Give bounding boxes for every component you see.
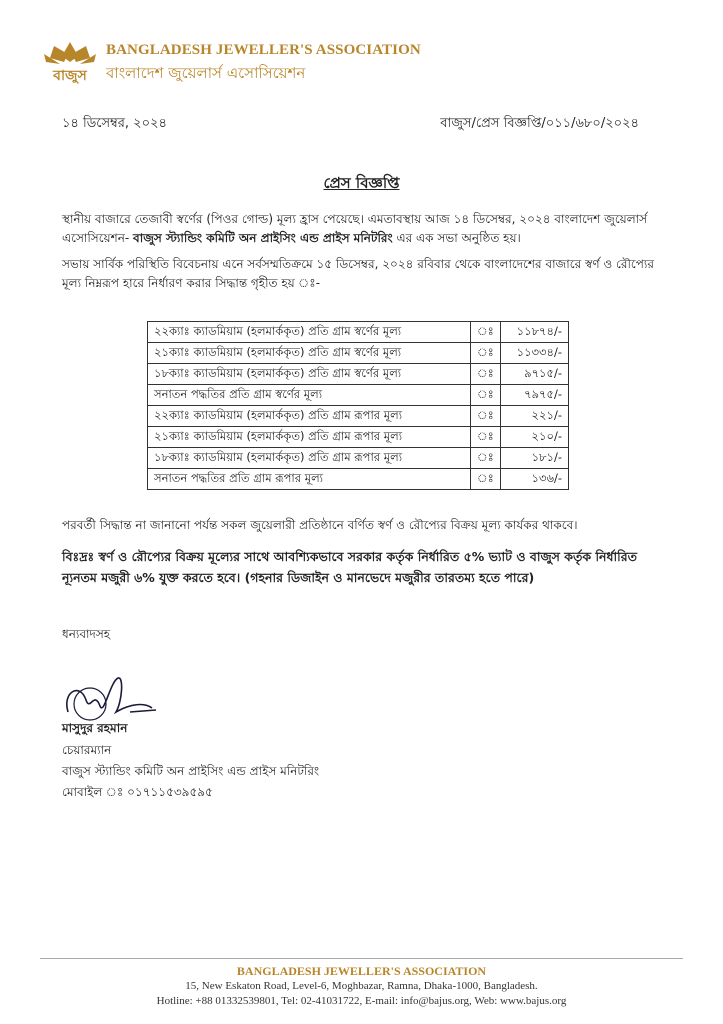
price-value: ২১০/-	[500, 427, 568, 448]
price-label: ২১ক্যাঃ ক্যাডমিয়াম (হলমার্ককৃত) প্রতি গ্রাম স্বর্ণের মূল্য	[148, 343, 471, 364]
price-label: ২১ক্যাঃ ক্যাডমিয়াম (হলমার্ককৃত) প্রতি গ্রাম রূপার মূল্য	[148, 427, 471, 448]
footer-contact: Hotline: +88 01332539801, Tel: 02-41031722, E-mail: info@bajus.org, Web: www.bajus.org	[156, 995, 567, 1007]
price-colon: ঃ	[470, 385, 500, 406]
table-row	[148, 343, 569, 364]
title-text: প্রেস বিজ্ঞপ্তি	[323, 174, 400, 192]
price-colon: ঃ	[470, 322, 500, 343]
bajus-logo-icon	[40, 38, 100, 84]
price-colon: ঃ	[470, 364, 500, 385]
price-table	[147, 321, 569, 490]
price-value: ১১৩৩৪/-	[500, 343, 568, 364]
table-row	[148, 448, 569, 469]
validity-paragraph: পরবর্তী সিদ্ধান্ত না জানানো পর্যন্ত সকল জুয়েলারী প্রতিষ্ঠানে বর্ণিত স্বর্ণ ও রৌপ্যের বিক্রয় মূল্য কার্যকর থাকবে।	[62, 518, 578, 532]
reference-number: বাজুস/প্রেস বিজ্ঞপ্তি/০১১/৬৮০/২০২৪	[440, 116, 639, 131]
price-value: ১১৮৭৪/-	[500, 322, 568, 343]
release-date: ১৪ ডিসেম্বর, ২০২৪	[62, 116, 167, 131]
price-label: ১৮ক্যাঃ ক্যাডমিয়াম (হলমার্ককৃত) প্রতি গ্রাম স্বর্ণের মূল্য	[148, 364, 471, 385]
footer-divider	[40, 958, 683, 959]
price-colon: ঃ	[470, 448, 500, 469]
footer-address: 15, New Eskaton Road, Level-6, Moghbazar, Ramna, Dhaka-1000, Bangladesh.	[185, 980, 538, 992]
table-row	[148, 322, 569, 343]
price-value: ১৩৬/-	[500, 469, 568, 490]
logo-text: বাজুস	[53, 68, 87, 84]
signatory-mobile: মোবাইল ঃ ০১৭১১৫৩৯৫৯৫	[62, 785, 213, 799]
page-title	[0, 172, 723, 197]
intro-text-2: এর এক সভা অনুষ্ঠিত হয়।	[392, 231, 521, 245]
signatory-designation: চেয়ারম্যান	[62, 743, 112, 757]
price-colon: ঃ	[470, 343, 500, 364]
org-name-bengali: বাংলাদেশ জুয়েলার্স এসোসিয়েশন	[106, 64, 306, 82]
table-row	[148, 364, 569, 385]
closing-thanks: ধন্যবাদসহ	[62, 627, 111, 641]
table-row	[148, 406, 569, 427]
price-colon: ঃ	[470, 469, 500, 490]
decision-paragraph: সভায় সার্বিক পরিস্থিতি বিবেচনায় এনে সর্বসম্মতিক্রমে ১৫ ডিসেম্বর, ২০২৪ রবিবার থেকে বাংলাদেশের বাজারে স্বর্ণ ও রৌপ্যের মূল্য নিম্নরূপ হারে নির্ধারণ করার সিদ্ধান্ত গৃহীত হয় ঃ-	[62, 257, 654, 290]
committee-name: বাজুস স্ট্যান্ডিং কমিটি অন প্রাইসিং এন্ড প্রাইস মনিটরিং	[133, 231, 393, 245]
letterhead	[40, 38, 421, 84]
table-row	[148, 385, 569, 406]
price-label: ২২ক্যাঃ ক্যাডমিয়াম (হলমার্ককৃত) প্রতি গ্রাম রূপার মূল্য	[148, 406, 471, 427]
org-name-english: BANGLADESH JEWELLER'S ASSOCIATION	[106, 42, 421, 58]
price-value: ৯৭১৫/-	[500, 364, 568, 385]
price-label: সনাতন পদ্ধতির প্রতি গ্রাম রূপার মূল্য	[148, 469, 471, 490]
intro-text-1: স্থানীয় বাজারে তেজাবী স্বর্ণের (পিওর গোল্ড) মূল্য হ্রাস পেয়েছে। এমতাবস্থায় আজ ১৪ ডিসেম্বর, ২০২৪ বাংলাদেশ জুয়েলার্স এসোসিয়েশন-	[62, 212, 648, 245]
note-paragraph: বিঃদ্রঃ স্বর্ণ ও রৌপ্যের বিক্রয় মূল্যের সাথে আবশ্যিকভাবে সরকার কর্তৃক নির্ধারিত ৫% ভ্যাট ও বাজুস কর্তৃক নির্ধারিত ন্যূনতম মজুরী ৬% যুক্ত করতে হবে। (গহনার ডিজাইন ও মানভেদে মজুরীর তারতম্য হতে পারে)	[62, 549, 637, 585]
signatory-name: মাসুদুর রহমান	[62, 721, 128, 735]
table-row	[148, 427, 569, 448]
price-value: ১৮১/-	[500, 448, 568, 469]
price-label: ১৮ক্যাঃ ক্যাডমিয়াম (হলমার্ককৃত) প্রতি গ্রাম রূপার মূল্য	[148, 448, 471, 469]
intro-paragraph	[62, 210, 662, 248]
price-colon: ঃ	[470, 427, 500, 448]
price-colon: ঃ	[470, 406, 500, 427]
price-label: ২২ক্যাঃ ক্যাডমিয়াম (হলমার্ককৃত) প্রতি গ্রাম স্বর্ণের মূল্য	[148, 322, 471, 343]
signatory-committee: বাজুস স্ট্যান্ডিং কমিটি অন প্রাইসিং এন্ড প্রাইস মনিটরিং	[62, 764, 320, 778]
table-row	[148, 469, 569, 490]
price-value: ৭৯৭৫/-	[500, 385, 568, 406]
price-value: ২২১/-	[500, 406, 568, 427]
price-label: সনাতন পদ্ধতির প্রতি গ্রাম স্বর্ণের মূল্য	[148, 385, 471, 406]
footer-org-name: BANGLADESH JEWELLER'S ASSOCIATION	[236, 964, 487, 978]
